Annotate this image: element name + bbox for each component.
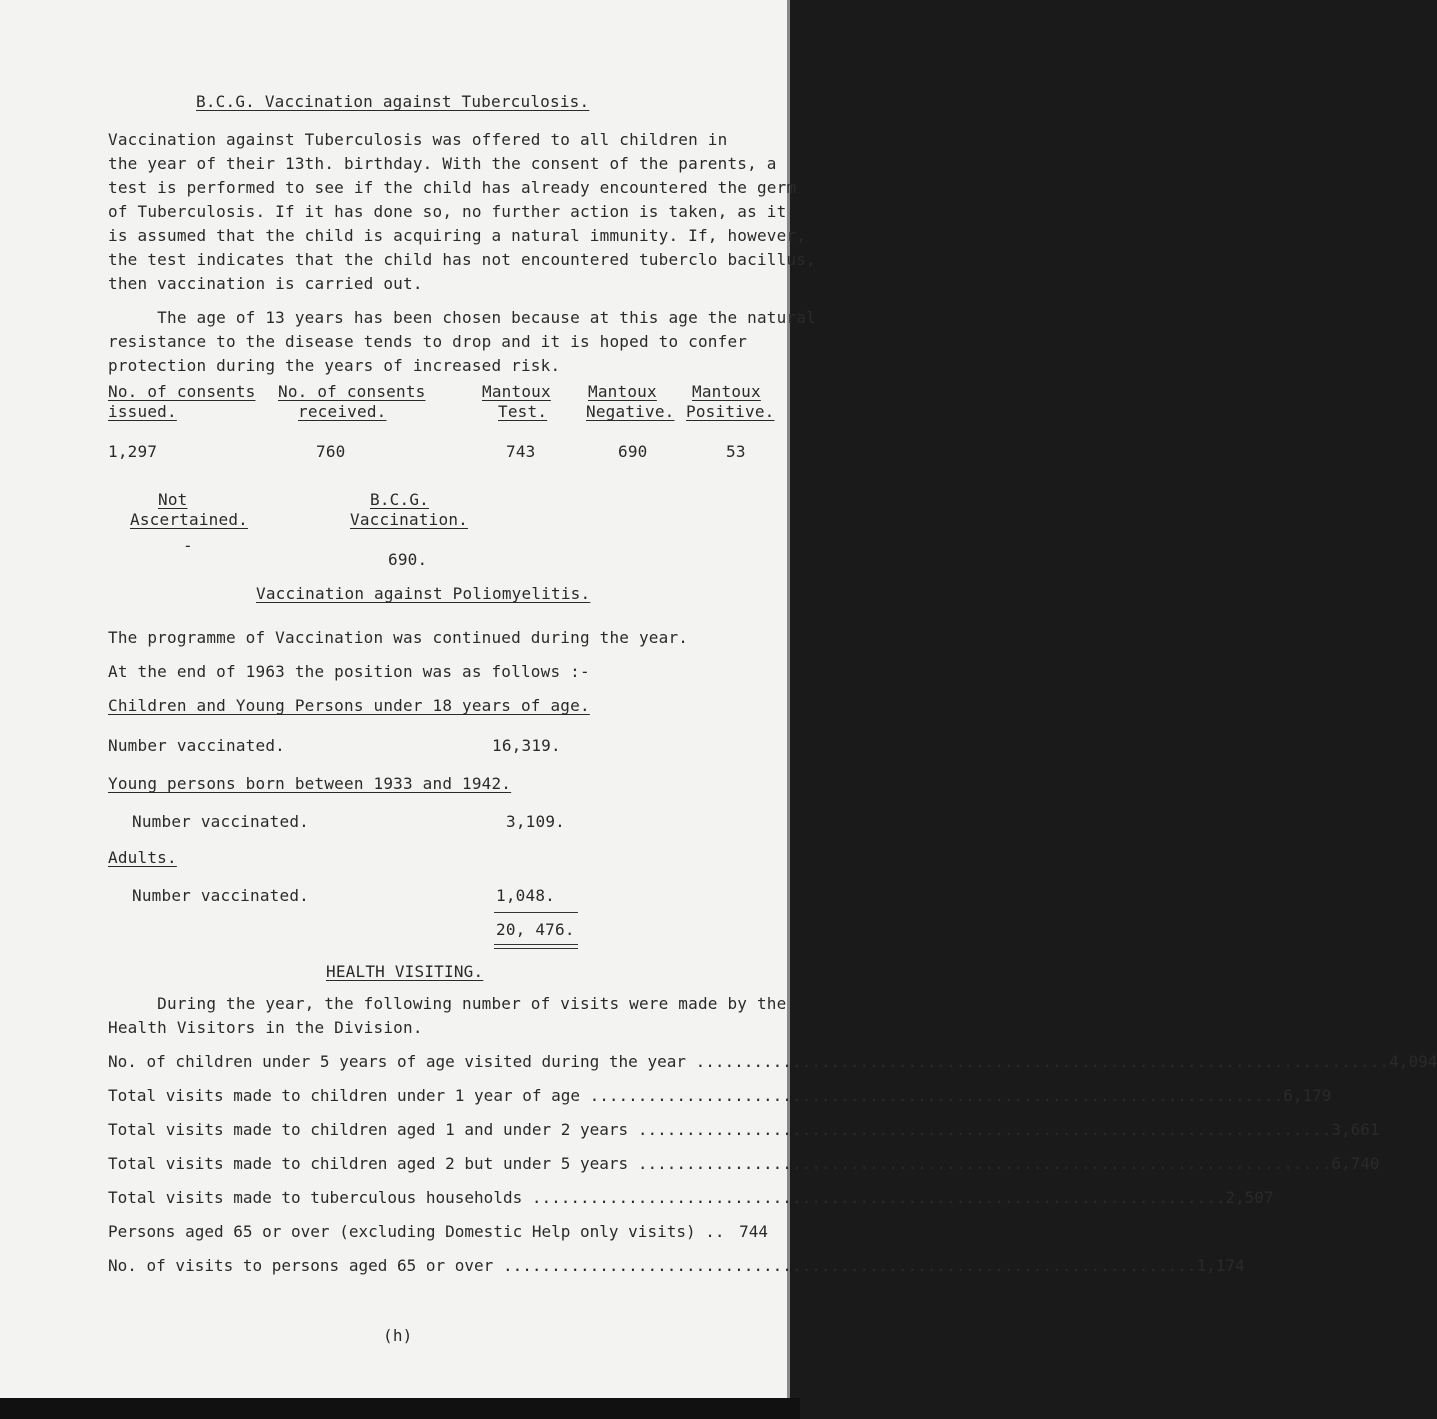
health-title: HEALTH VISITING. <box>326 962 484 981</box>
value-consents-issued: 1,297 <box>108 442 158 461</box>
row-value: 3,661 <box>1331 1120 1380 1139</box>
health-intro-line: During the year, the following number of visits were made by the <box>108 994 787 1013</box>
row-label: Total visits made to tuberculous households <box>108 1188 532 1207</box>
row-value: 2,507 <box>1225 1188 1274 1207</box>
scan-border <box>0 1398 800 1419</box>
group-value: 3,109. <box>506 812 565 831</box>
group-value: 16,319. <box>492 736 561 755</box>
header-mantoux-test-2: Test. <box>498 402 548 421</box>
value-mantoux-negative: 690 <box>618 442 648 461</box>
header-mantoux-positive-2: Positive. <box>686 402 775 421</box>
header-mantoux-negative: Mantoux <box>588 382 657 401</box>
header-bcg-vaccination-2: Vaccination. <box>350 510 468 529</box>
text-line: of Tuberculosis. If it has done so, no further action is taken, as it <box>108 202 787 221</box>
total-double-rule <box>494 944 578 949</box>
leader-dots: ........................................................................ <box>531 1188 1226 1207</box>
list-item <box>108 1086 1332 1106</box>
leader-dots: ........................................................................ <box>695 1052 1390 1071</box>
header-not-ascertained-2: Ascertained. <box>130 510 248 529</box>
header-consents-issued: No. of consents <box>108 382 256 401</box>
leader-dots: ........................................................................ <box>502 1256 1197 1275</box>
list-item <box>108 1188 1274 1208</box>
row-label: Total visits made to children aged 1 and under 2 years <box>108 1120 638 1139</box>
polio-total: 20, 476. <box>496 920 575 939</box>
header-mantoux-test: Mantoux <box>482 382 551 401</box>
list-item <box>108 1256 1245 1276</box>
text-line: then vaccination is carried out. <box>108 274 423 293</box>
list-item <box>108 1052 1437 1072</box>
text-line: protection during the years of increased risk. <box>108 356 561 375</box>
group-heading: Children and Young Persons under 18 years of age. <box>108 696 590 715</box>
text-line: resistance to the disease tends to drop and it is hoped to confer <box>108 332 748 351</box>
leader-dots: .. <box>705 1222 725 1241</box>
polio-title: Vaccination against Poliomyelitis. <box>256 584 591 603</box>
polio-paragraph-2: At the end of 1963 the position was as follows :- <box>108 662 590 681</box>
header-not-ascertained: Not <box>158 490 188 509</box>
header-consents-received-2: received. <box>298 402 387 421</box>
row-label: No. of children under 5 years of age visited during the year <box>108 1052 696 1071</box>
text-line: Vaccination against Tuberculosis was offered to all children in <box>108 130 728 149</box>
list-item <box>108 1222 768 1242</box>
leader-dots: ........................................................................ <box>637 1154 1332 1173</box>
text-line: test is performed to see if the child has already encountered the germ <box>108 178 797 197</box>
row-label: Persons aged 65 or over (excluding Domestic Help only visits) <box>108 1222 706 1241</box>
text-line: the test indicates that the child has not encountered tuberclo bacillus, <box>108 250 816 269</box>
row-label: Total visits made to children under 1 year of age <box>108 1086 590 1105</box>
health-intro-line: Health Visitors in the Division. <box>108 1018 423 1037</box>
group-heading: Young persons born between 1933 and 1942. <box>108 774 512 793</box>
row-value: 744 <box>739 1222 768 1241</box>
polio-paragraph-1: The programme of Vaccination was continued during the year. <box>108 628 689 647</box>
leader-dots: ........................................................................ <box>637 1120 1332 1139</box>
leader-dots: ........................................................................ <box>589 1086 1284 1105</box>
header-bcg-vaccination: B.C.G. <box>370 490 429 509</box>
header-consents-received: No. of consents <box>278 382 426 401</box>
group-heading: Adults. <box>108 848 177 867</box>
page-label: (h) <box>383 1326 413 1345</box>
row-value: 6,179 <box>1283 1086 1332 1105</box>
row-value: 1,174 <box>1196 1256 1245 1275</box>
value-bcg-vaccination: 690. <box>388 550 428 569</box>
header-mantoux-positive: Mantoux <box>692 382 761 401</box>
total-rule <box>494 912 578 913</box>
value-consents-received: 760 <box>316 442 346 461</box>
text-line: The age of 13 years has been chosen because at this age the natural <box>108 308 816 327</box>
value-mantoux-positive: 53 <box>726 442 746 461</box>
row-value: 6,740 <box>1331 1154 1380 1173</box>
bcg-title: B.C.G. Vaccination against Tuberculosis. <box>196 92 590 111</box>
row-label: No. of visits to persons aged 65 or over <box>108 1256 503 1275</box>
header-consents-issued-2: issued. <box>108 402 177 421</box>
text-line: the year of their 13th. birthday. With the consent of the parents, a <box>108 154 777 173</box>
group-label: Number vaccinated. <box>132 886 309 905</box>
group-value: 1,048. <box>496 886 555 905</box>
value-mantoux-test: 743 <box>506 442 536 461</box>
text-line: is assumed that the child is acquiring a natural immunity. If, however, <box>108 226 807 245</box>
row-value: 4,094 <box>1389 1052 1437 1071</box>
group-label: Number vaccinated. <box>132 812 309 831</box>
list-item <box>108 1154 1380 1174</box>
header-mantoux-negative-2: Negative. <box>586 402 675 421</box>
list-item <box>108 1120 1380 1140</box>
value-not-ascertained: - <box>183 536 193 555</box>
group-label: Number vaccinated. <box>108 736 285 755</box>
row-label: Total visits made to children aged 2 but under 5 years <box>108 1154 638 1173</box>
